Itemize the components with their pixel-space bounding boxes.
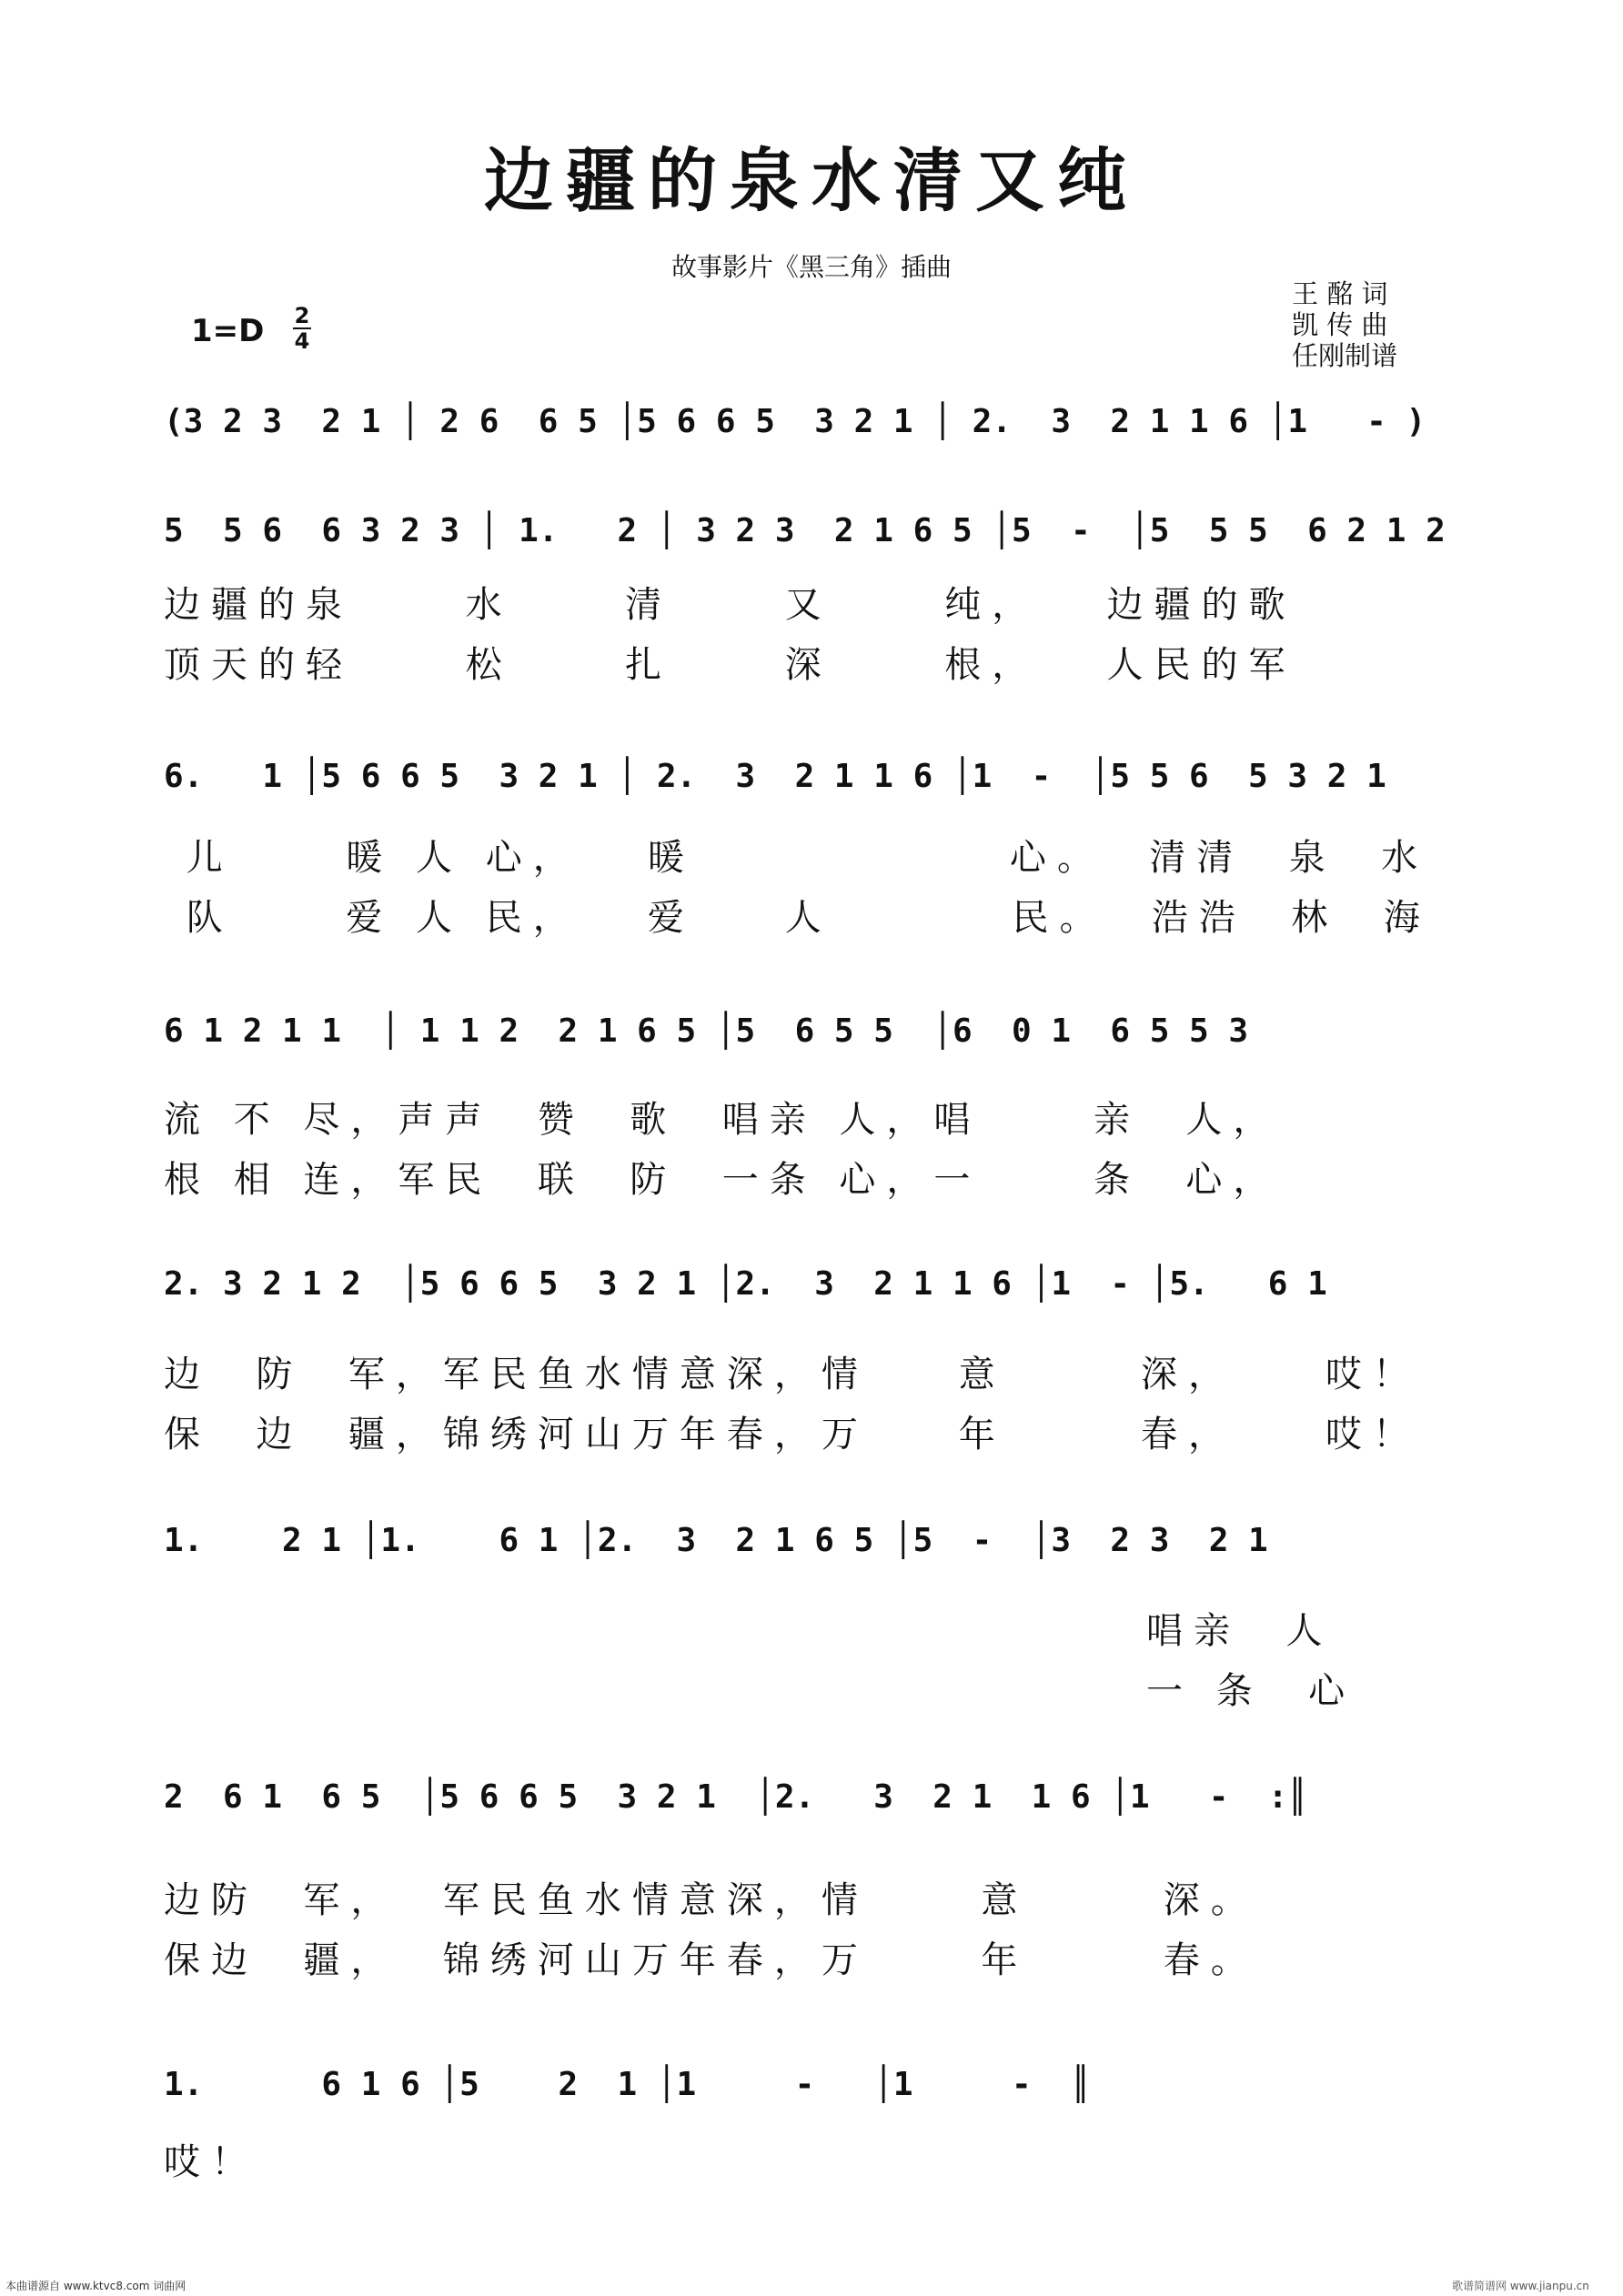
- notation-row-6: 1. 2 1 │1. 6 1 │2. 3 2 1 6 5 │5 - │3 2 3 2 1: [164, 1522, 1268, 1559]
- score-row-3: [164, 748, 1474, 806]
- lyric-row-3-verse-2: 队 爱 人 民， 爱 人 民。 浩浩 林 海: [164, 897, 1431, 939]
- lyric-row-7-verse-2: 保边 疆， 锦绣河山万年春，万 年 春。: [164, 1939, 1258, 1981]
- notation-row-7: 2 6 1 6 5 │5 6 6 5 3 2 1 │2. 3 2 1 1 6 │1 - :║: [164, 1778, 1308, 1816]
- score-row-7: [164, 1768, 1474, 1827]
- notation-row-5: 2. 3 2 1 2 │5 6 6 5 3 2 1 │2. 3 2 1 1 6 │1 - │5. 6 1: [164, 1265, 1327, 1303]
- lyric-row-5-verse-1: 边 防 军，军民鱼水情意深，情 意 深， 哎！: [164, 1354, 1420, 1395]
- arranger-credit: 任刚制谱: [1292, 340, 1398, 371]
- lyric-row-6-verse-2: 一 条 心: [1146, 1670, 1356, 1712]
- score-row-1: [164, 393, 1474, 451]
- score-row-6: [164, 1512, 1474, 1570]
- lyric-row-4-verse-1: 流 不 尽，声声 赞 歌 唱亲 人，唱 亲 人，: [164, 1099, 1281, 1141]
- lyric-row-4-verse-2: 根 相 连，军民 联 防 一条 心，一 条 心，: [164, 1159, 1281, 1201]
- composer-credit: 凯 传 曲: [1292, 309, 1388, 340]
- lyric-row-8-verse-1: 哎！: [164, 2141, 258, 2183]
- time-signature-top: 2: [294, 303, 310, 328]
- notation-row-1: (3 2 3 2 1 │ 2 6 6 5 │5 6 6 5 3 2 1 │ 2. 3 2 1 1 6 │1 - ): [164, 403, 1426, 440]
- notation-row-8: 1. 6 1 6 │5 2 1 │1 - │1 - ║: [164, 2066, 1091, 2103]
- footer-watermark: 歌谱简谱网 www.jianpu.cn: [1452, 2280, 1589, 2292]
- lyric-row-7-verse-1: 边防 军， 军民鱼水情意深，情 意 深。: [164, 1879, 1258, 1921]
- footer-source: 本曲谱源自 www.ktvc8.com 词曲网: [5, 2280, 186, 2292]
- lyricist-credit: 王 酩 词: [1292, 278, 1388, 309]
- score-row-5: [164, 1255, 1474, 1314]
- song-title: 边疆的泉水清又纯: [484, 140, 1139, 221]
- lyric-row-2-verse-2: 顶天的轻 松 扎 深 根， 人民的军: [164, 644, 1296, 686]
- lyric-row-2-verse-1: 边疆的泉 水 清 又 纯， 边疆的歌: [164, 584, 1296, 626]
- time-signature-bottom: 4: [294, 328, 310, 354]
- notation-row-4: 6 1 2 1 1 │ 1 1 2 2 1 6 5 │5 6 5 5 │6 0 1 6 5 5 3: [164, 1012, 1249, 1050]
- time-signature: [293, 304, 311, 353]
- score-row-4: [164, 1002, 1474, 1061]
- lyric-row-5-verse-2: 保 边 疆，锦绣河山万年春，万 年 春， 哎！: [164, 1414, 1420, 1455]
- score-row-8: [164, 2056, 1474, 2114]
- notation-row-2: 5 5 6 6 3 2 3 │ 1. 2 │ 3 2 3 2 1 6 5 │5 - │5 5 5 6 2 1 2: [164, 512, 1446, 549]
- song-subtitle: 故事影片《黑三角》插曲: [670, 252, 952, 282]
- key-signature: 1=D: [191, 313, 265, 349]
- notation-row-3: 6. 1 │5 6 6 5 3 2 1 │ 2. 3 2 1 1 6 │1 - │5 5 6 5 3 2 1: [164, 758, 1386, 795]
- lyric-row-6-verse-1: 唱亲 人: [1146, 1610, 1334, 1652]
- lyric-row-3-verse-1: 儿 暖 人 心， 暖 心。 清清 泉 水: [164, 837, 1429, 879]
- score-row-2: [164, 502, 1474, 560]
- credits-block: [1292, 278, 1428, 371]
